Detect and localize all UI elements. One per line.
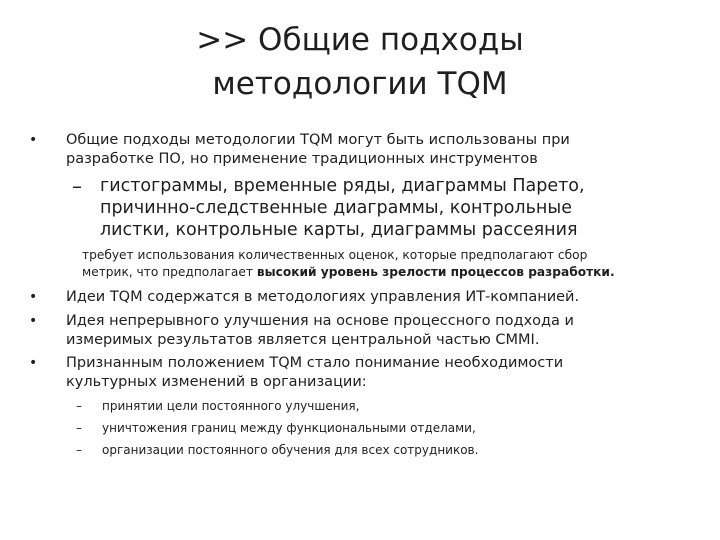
bullet-3-line-1: Идея непрерывного улучшения на основе процессного подхода и: [66, 313, 574, 329]
slide-title: [150, 18, 570, 106]
title-line-1: >> Общие подходы: [196, 22, 524, 58]
bullet-4-line-2: культурных изменений в организации:: [66, 374, 367, 390]
sub-dash-marker: –: [76, 421, 82, 435]
bullet-text-1: [66, 131, 686, 169]
continuation-line-1: требует использования количественных оценок, которые предполагают сбор: [82, 248, 588, 262]
tools-list: [100, 175, 700, 241]
bullet-1-line-1: Общие подходы методологии TQM могут быть использованы при: [66, 132, 570, 148]
sub-item-3: организации постоянного обучения для всех сотрудников.: [102, 443, 479, 457]
bullet-marker: •: [29, 289, 38, 305]
sub-dash-marker: –: [76, 443, 82, 457]
dash-marker-large: –: [72, 174, 82, 198]
continuation-line-2: [82, 264, 692, 281]
continuation-bold: высокий уровень зрелости процессов разработки.: [256, 265, 615, 279]
bullet-2-line-1: Идеи TQM содержатся в методологиях управления ИТ-компанией.: [66, 289, 580, 305]
title-line-2: методологии TQM: [212, 66, 508, 102]
bullet-text-2: [66, 288, 686, 307]
sub-item-1: принятии цели постоянного улучшения,: [102, 399, 360, 413]
bullet-marker: •: [29, 355, 38, 371]
bullet-text-3: [66, 312, 686, 350]
bullet-1-line-2: разработке ПО, но применение традиционных инструментов: [66, 151, 538, 167]
bullet-4-line-1: Признанным положением TQM стало понимание необходимости: [66, 355, 564, 371]
continuation-plain: метрик, что предполагает: [82, 265, 257, 279]
sub-item-2: уничтожения границ между функциональными отделами,: [102, 421, 476, 435]
bullet-3-line-2: измеримых результатов является центральной частью CMMI.: [66, 332, 540, 348]
sub-dash-marker: –: [76, 399, 82, 413]
bullet-text-4: [66, 354, 686, 392]
continuation-text: [82, 247, 692, 281]
tools-line-3: листки, контрольные карты, диаграммы рассеяния: [100, 220, 578, 240]
tools-line-2: причинно-следственные диаграммы, контрольные: [100, 198, 572, 218]
tools-line-1: гистограммы, временные ряды, диаграммы Парето,: [100, 176, 585, 196]
bullet-marker: •: [29, 132, 38, 148]
bullet-marker: •: [29, 313, 38, 329]
